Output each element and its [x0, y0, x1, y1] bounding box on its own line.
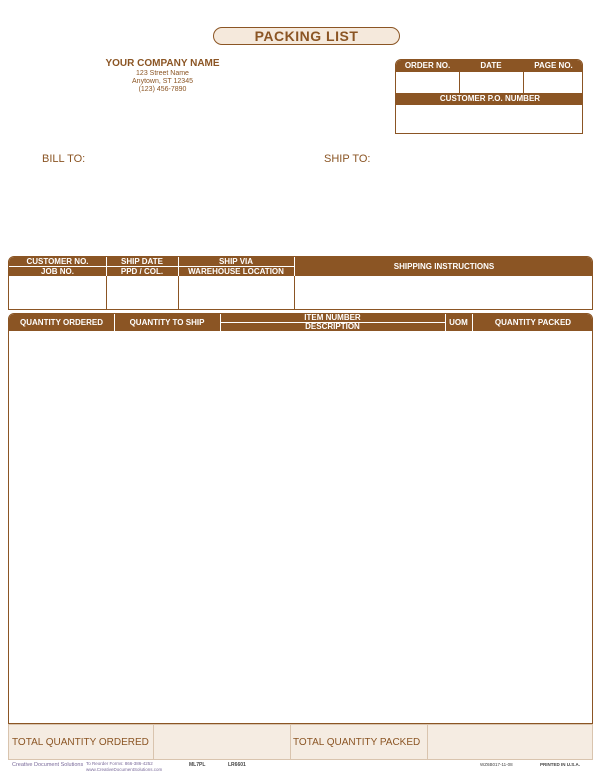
customer-po-label: CUSTOMER P.O. NUMBER [439, 94, 541, 103]
info-hdr-div-3 [294, 257, 295, 276]
qty-to-ship-label: QUANTITY TO SHIP [129, 317, 205, 327]
qty-packed-label: QUANTITY PACKED [494, 317, 572, 327]
ppd-col-label: PPD / COL. [120, 266, 164, 276]
items-table [8, 313, 593, 724]
company-street: 123 Street Name [136, 70, 189, 77]
company-city: Anytown, ST 12345 [132, 78, 193, 85]
total-packed-label: TOTAL QUANTITY PACKED [293, 737, 421, 748]
items-hdr-div-2 [220, 314, 221, 331]
company-phone: (123) 456-7890 [138, 86, 187, 93]
order-box [395, 59, 583, 134]
total-ordered-label: TOTAL QUANTITY ORDERED [12, 737, 149, 748]
order-divider-2 [523, 60, 524, 93]
items-hdr-div-1 [114, 314, 115, 331]
items-hdr-div-4 [472, 314, 473, 331]
totals-div-1 [153, 725, 154, 759]
company-block [95, 58, 230, 93]
description-label: DESCRIPTION [305, 322, 360, 331]
order-no-label: ORDER NO. [404, 61, 451, 70]
info-hdr-div-1 [106, 257, 107, 276]
footer-reorder: To Reorder Forms: 866-386-4252 [86, 761, 153, 766]
info-table [8, 256, 593, 310]
title-banner [213, 27, 400, 45]
order-divider-1 [459, 60, 460, 93]
footer-website: www.CreativeDocumentSolutions.com [86, 767, 163, 772]
company-name: YOUR COMPANY NAME [105, 58, 220, 69]
uom-label: UOM [449, 317, 468, 327]
warehouse-label: WAREHOUSE LOCATION [188, 266, 284, 276]
info-hdr-div-2 [178, 257, 179, 276]
shipping-instructions-label: SHIPPING INSTRUCTIONS [393, 261, 495, 271]
footer-print-code: WZ6B017-11-08 [480, 762, 513, 767]
items-hdr-div-3 [445, 314, 446, 331]
date-label: DATE [480, 61, 502, 70]
ship-date-label: SHIP DATE [121, 256, 163, 266]
job-no-label: JOB NO. [41, 266, 74, 276]
page-title: PACKING LIST [254, 28, 359, 44]
customer-no-label: CUSTOMER NO. [26, 256, 89, 266]
ship-via-label: SHIP VIA [218, 256, 254, 266]
ship-to-label: SHIP TO: [324, 153, 371, 165]
footer-printed: PRINTED IN U.S.A. [540, 762, 581, 767]
footer-brand: Creative Document Solutions [12, 762, 84, 768]
qty-ordered-label: QUANTITY ORDERED [20, 317, 103, 327]
page-no-label: PAGE NO. [534, 61, 573, 70]
totals-row [8, 724, 593, 760]
totals-div-2 [290, 725, 291, 759]
footer-lr-code: LR6601 [228, 762, 246, 768]
totals-div-3 [427, 725, 428, 759]
footer-form-code: ML7PL [189, 762, 206, 768]
bill-to-label: BILL TO: [42, 153, 86, 165]
item-number-label: ITEM NUMBER [304, 313, 361, 322]
